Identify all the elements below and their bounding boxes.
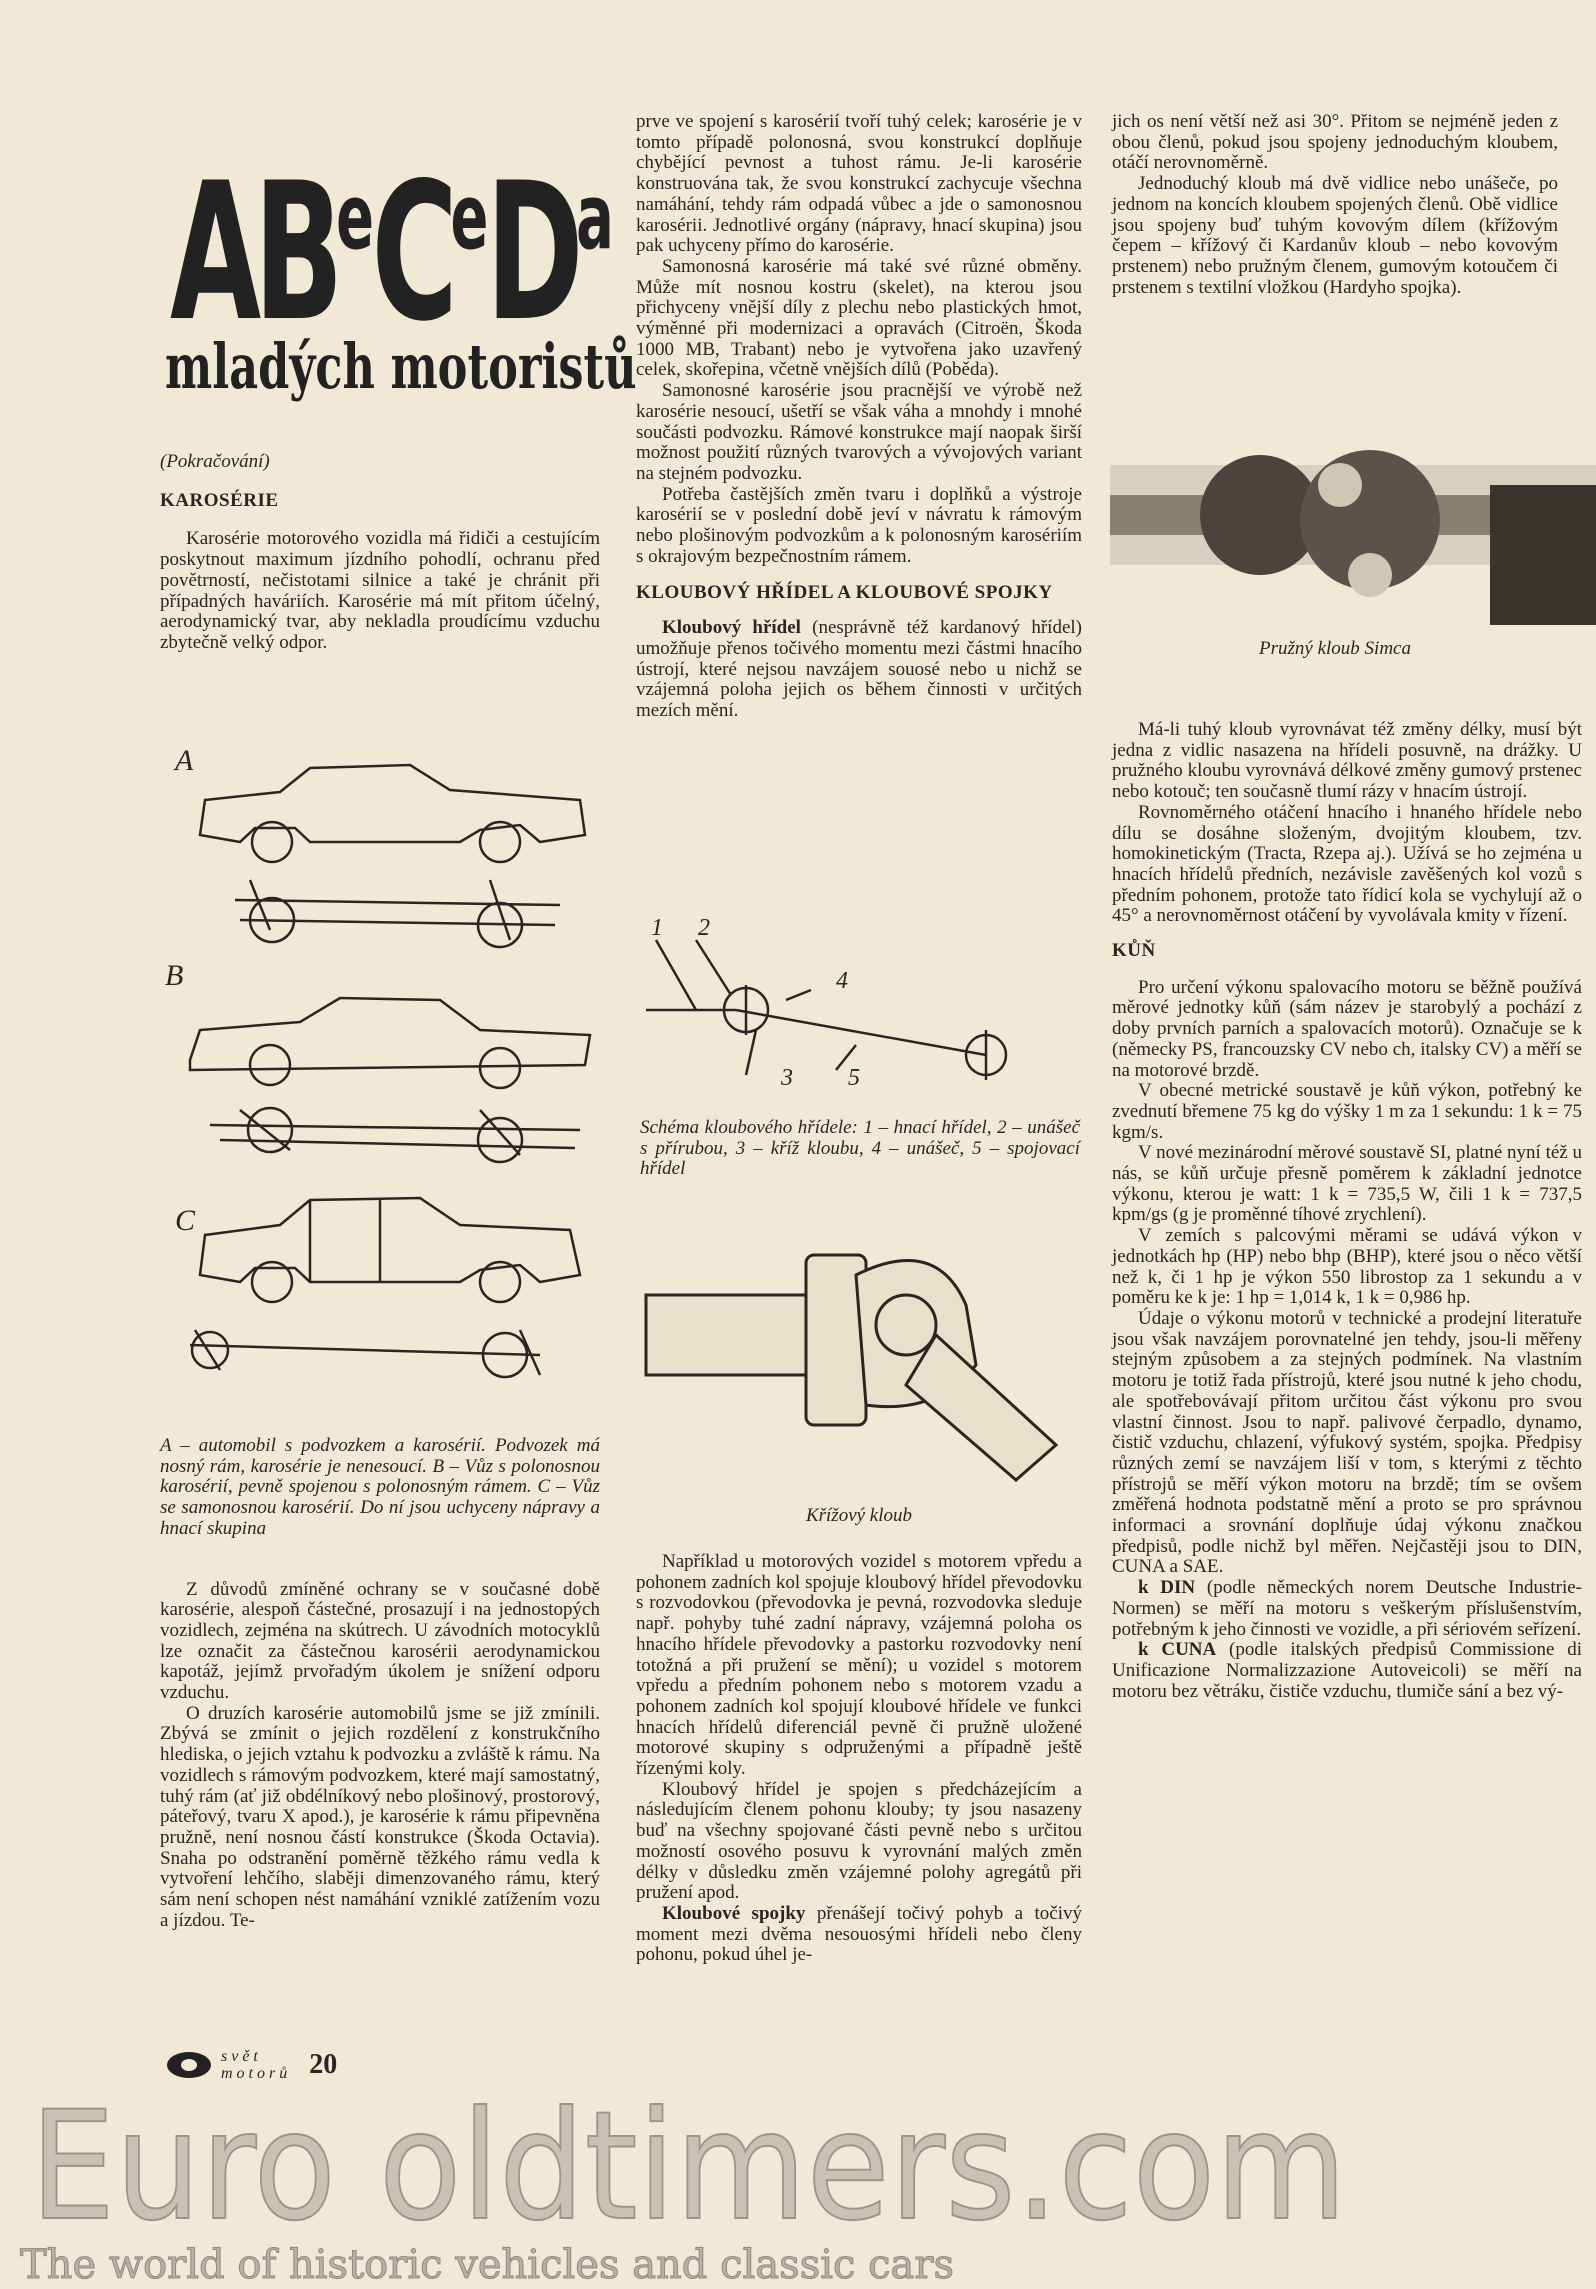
left-column-lower [160,1436,600,1931]
paragraph: Potřeba častějších změn tvaru i doplňků a výstroje karosérií se v poslední době jeví v návratu k rámovým nebo plošinovým podvozkům a k polonosným karosériím s okrajovým bezpečnostním rámem. [636,483,1082,567]
watermark-site: Euro oldtimers.com [30,2080,1347,2254]
paragraph: Karosérie motorového vozidla má řidiči a cestujícím poskytnout maximum jízdního pohodlí, ochranu před povětrností, nečistotami silnice a také je chránit při případných haváriích. Karosérie má mít přitom účelný, aerodynamický tvar, aby nekladla proudícímu vzduchu zbytečně velký odpor. [160,528,600,653]
subtitle: mladých motoristů [165,330,637,403]
drawing-caption: Křížový kloub [805,1505,913,1526]
paragraph: Údaje o výkonu motorů v technické a prodejní literatuře jsou však navzájem porovnatelné jen tehdy, jsou-li měřeny stejným způsobem a za stejných podmínek. Na vlastním motoru je totiž řada přístrojů, které jsou nutné k jeho chodu, ale spotřebovávají přitom určitou část výkonu pro svou vlastní činnost. Jsou to např. palivové čerpadlo, dynamo, čistič vzduchu, chlazení, výfukový systém, spojka. Předpisy různých zemí se navzájem liší v tom, s kterými z těchto přístrojů se měří výkon motoru na brzdě; tím se ovšem změřená hodnota podstatně mění a proto se pro správnou informaci a srovnání doplňuje údaj výkonu značkou předpisů, podle nichž byl měřen. Nejčastěji jsou to DIN, CUNA a SAE. [1112,1307,1582,1578]
photo-caption: Pružný kloub Simca [1259,638,1411,659]
paragraph: Například u motorových vozidel s motorem vpředu a pohonem zadních kol spojuje kloubový hřídel převodovku s rozvodovkou (převodovka je pevná, rozvodovka sleduje např. pohyby tuhé zadní nápravy, vzájemná poloha os hnacího hřídele převodovky a pastorku rozvodovky není totožná a při pružení se mění); u vozidel s motorem vpředu a předním pohonem nebo s motorem vzadu a pohonem zadních kol spojují kloubové hřídele ve funkci hnacích hřídelů diferenciál pevně či pružně uložené motorové skupiny s odpruženými a případně ještě řízenými koly. [636,1551,1082,1780]
car-body-types-figure [160,730,600,1420]
right-column [1112,112,1558,298]
middle-column [636,112,1082,722]
heading-karoserie: KAROSÉRIE [160,489,279,511]
heading-kloubovy-hridel: KLOUBOVÝ HŘÍDEL A KLOUBOVÉ SPOJKY [636,582,1053,604]
paragraph: V obecné metrické soustavě je kůň výkon, potřebný ke zvednutí břemene 75 kg do výšky 1 m za 1 sekundu: 1 k = 75 kgm/s. [1112,1080,1582,1143]
paragraph: k DIN (podle německých norem Deutsche Industrie-Normen) se měří na motoru s veškerým příslušenstvím, potřebným k jeho činnosti ve vozidle, a při sériovém seřízení. [1112,1577,1583,1640]
label-5: 5 [848,1065,860,1091]
paragraph: Samonosná karosérie má také své různé obměny. Může mít nosnou kostru (skelet), na kterou jsou přichyceny vnější díly z plechu nebo plastických hmot, výměnné při modernizaci a opravách (Citroën, Škoda 1000 MB, Trabant) nebo je vytvořena jako uzavřený celek, skořepina, včetně vnějších dílů (Poběda). [636,255,1082,381]
continued-note: (Pokračování) [160,451,270,472]
paragraph: O druzích karosérie automobilů jsme se již zmínili. Zbývá se zmínit o jejich rozdělení z konstrukčního hlediska, o jejich vztahu k podvozku a zvláště k rámu. Na vozidlech s rámovým podvozkem, které mají samostatný, tuhý rám (ať již obdélníkový nebo plošinový, prostorový, páteřový, tvaru X apod.), je karosérie k rámu připevněna pružně, není nosnou částí konstrukce (Škoda Octavia). Snaha po odstranění poměrně těžkého rámu vedla k vytvoření lehčího, slaběji dimenzovaného rámu, který sám není schopen nést namáhání vzniklé zatížením vozu a jízdou. Te- [160,1702,600,1931]
watermark-tagline: The world of historic vehicles and classic cars [20,2242,955,2288]
paragraph: Kloubový hřídel (nesprávně též kardanový hřídel) umožňuje přenos točivého momentu mezi částmi hnacího ústrojí, které nejsou navzájem souosé nebo u nichž se vzájemná poloha jejich os během činnosti v určitých mezích mění. [636,617,1082,721]
fig-label-c: C [175,1204,196,1237]
paragraph: Pro určení výkonu spalovacího motoru se běžně používá měrové jednotky kůň (sám název je starobylý a pochází z doby prvních parních a spalovacích motorů). Označuje se k (německy PS, francouzsky CV nebo ch, italsky CV) a měří se na motorové brzdě. [1112,976,1582,1081]
paragraph: Kloubové spojky přenášejí točivý pohyb a točivý moment mezi dvěma nesouosými hřídeli nebo členy pohonu, pokud úhel je- [636,1902,1082,1966]
left-column [160,452,600,654]
simca-flexible-joint-photo [1110,425,1596,630]
heading-kun: KŮŇ [1112,940,1156,962]
paragraph: V nové mezinárodní měrové soustavě SI, platné nyní též u nás, se kůň určuje přesně poměrem k základní jednotce výkonu, kterou je watt: 1 k = 735,5 W, čili 1 k = 737,5 kpm/gs (g je proměnné tíhové zrychlení). [1112,1142,1582,1226]
fig-label-a: A [175,744,194,777]
paragraph: Kloubový hřídel je spojen s předcházejícím a následujícím členem pohonu klouby; ty jsou nasazeny buď na všechny spojované části pevně nebo s určitou možností osového posuvu k vyrovnání malých změn délky v důsledku změn vzájemné polohy agregátů při pružení apod. [636,1778,1082,1904]
label-1: 1 [651,915,663,941]
title-abeceda: $AB^eCeD^a$ [170,142,612,363]
svet-motoru-logo-icon [165,2050,213,2080]
label-3: 3 [781,1065,793,1091]
cross-joint-drawing [636,1215,1082,1485]
magazine-footer: svět motorů 20 [165,2048,337,2082]
figure-caption: A – automobil s podvozkem a karosérií. Podvozek má nosný rám, karosérie je nenesoucí. B – Vůz s polonosnou karosérií, pevně spojenou s polonosným rámem. C – Vůz se samonosnou karosérií. Do ní jsou uchyceny nápravy a hnací skupina [160,1435,600,1539]
paragraph: Jednoduchý kloub má dvě vidlice nebo unášeče, po jednom na koncích kloubem spojených členů. Obě vidlice jsou spojeny buď tuhým kovovým dílem (křížovým čepem – křížový či Kardanův kloub – nebo kovovým prstenem) nebo pružným členem, gumovým kotoučem či prstenem s textilní vložkou (Hardyho spojka). [1112,173,1558,298]
paragraph: Samonosné karosérie jsou pracnější ve výrobě než karosérie nesoucí, ušetří se však váha a mnohdy i mnohé součásti podvozku. Rámové konstrukce mají naopak širší možnost použití různých tvarových a vývojových variant na stejném podvozku. [636,380,1082,484]
paragraph: Má-li tuhý kloub vyrovnávat též změny délky, musí být jedna z vidlic nasazena na hřídeli posuvně, na drážky. U pružného kloubu vyrovnává délkové změny gumový prstenec nebo kotouč; ten současně tlumí rázy v hnacím ústrojí. [1112,719,1582,803]
paragraph: jich os není větší než asi 30°. Přitom se nejméně jeden z obou členů, pokud jsou spojeny jednoduchým kloubem, otáčí nerovnoměrně. [1112,111,1558,174]
paragraph: Rovnoměrného otáčení hnacího i hnaného hřídele nebo dílu se dosáhne složeným, dvojitým kloubem, tzv. homokinetickým (Tracta, Rzepa aj.). Užívá se ho zejména u hnacích hřídelů předních, nezávisle zavěšených kol vozů s předním pohonem, protože tato řídicí kola se vychylují až o 45° a nerovnoměrnost otáčení by vyvolávala kmity v řízení. [1112,801,1582,927]
right-column-lower [1112,720,1582,1702]
fig-label-b: B [165,959,184,992]
paragraph: V zemích s palcovými měrami se udává výkon v jednotkách hp (HP) nebo bhp (BHP), které jsou o něco větší než k, či 1 hp je výkon 550 librostop za 1 sekundu a v poměru ke k je: 1 hp = 1,014 k, 1 k = 0,986 hp. [1112,1225,1582,1309]
page-number: 20 [309,2049,338,2080]
label-2: 2 [698,915,710,941]
label-4: 4 [836,968,848,994]
diagram-caption: Schéma kloubového hřídele: 1 – hnací hřídel, 2 – unášeč s přírubou, 3 – kříž kloubu, 4 – unášeč, 5 – spojovací hřídel [640,1117,1080,1180]
paragraph: prve ve spojení s karosérií tvoří tuhý celek; karosérie je v tomto případě polonosná, svou konstrukcí doplňuje chybějící pevnost a tuhost rámu. Je-li karosérie konstruována tak, že svou konstrukcí zachycuje všechna namáhání, tehdy rám odpadá vůbec a jde o samonosnou karosérii. Jednotlivé orgány (nápravy, hnací skupina) jsou pak uchyceny přímo do karosérie. [636,111,1082,257]
universal-joint-schematic [636,900,1082,1110]
paragraph: Z důvodů zmíněné ochrany se v současné době karosérie, alespoň částečné, prosazují i na jednostopých vozidlech, zejména na skútrech. U závodních motocyklů lze označit za částečnou karosérii aerodynamickou kapotáž, jejímž prvořadým úkolem je snížení odporu vzduchu. [160,1578,600,1704]
paragraph: k CUNA (podle italských předpisů Commissione di Unificazione Normalizzazione Autoveicoli) se měří na motoru bez větráku, čističe vzduchu, tlumiče sání a bez vý- [1112,1639,1582,1702]
middle-column-lower [636,1552,1082,1966]
